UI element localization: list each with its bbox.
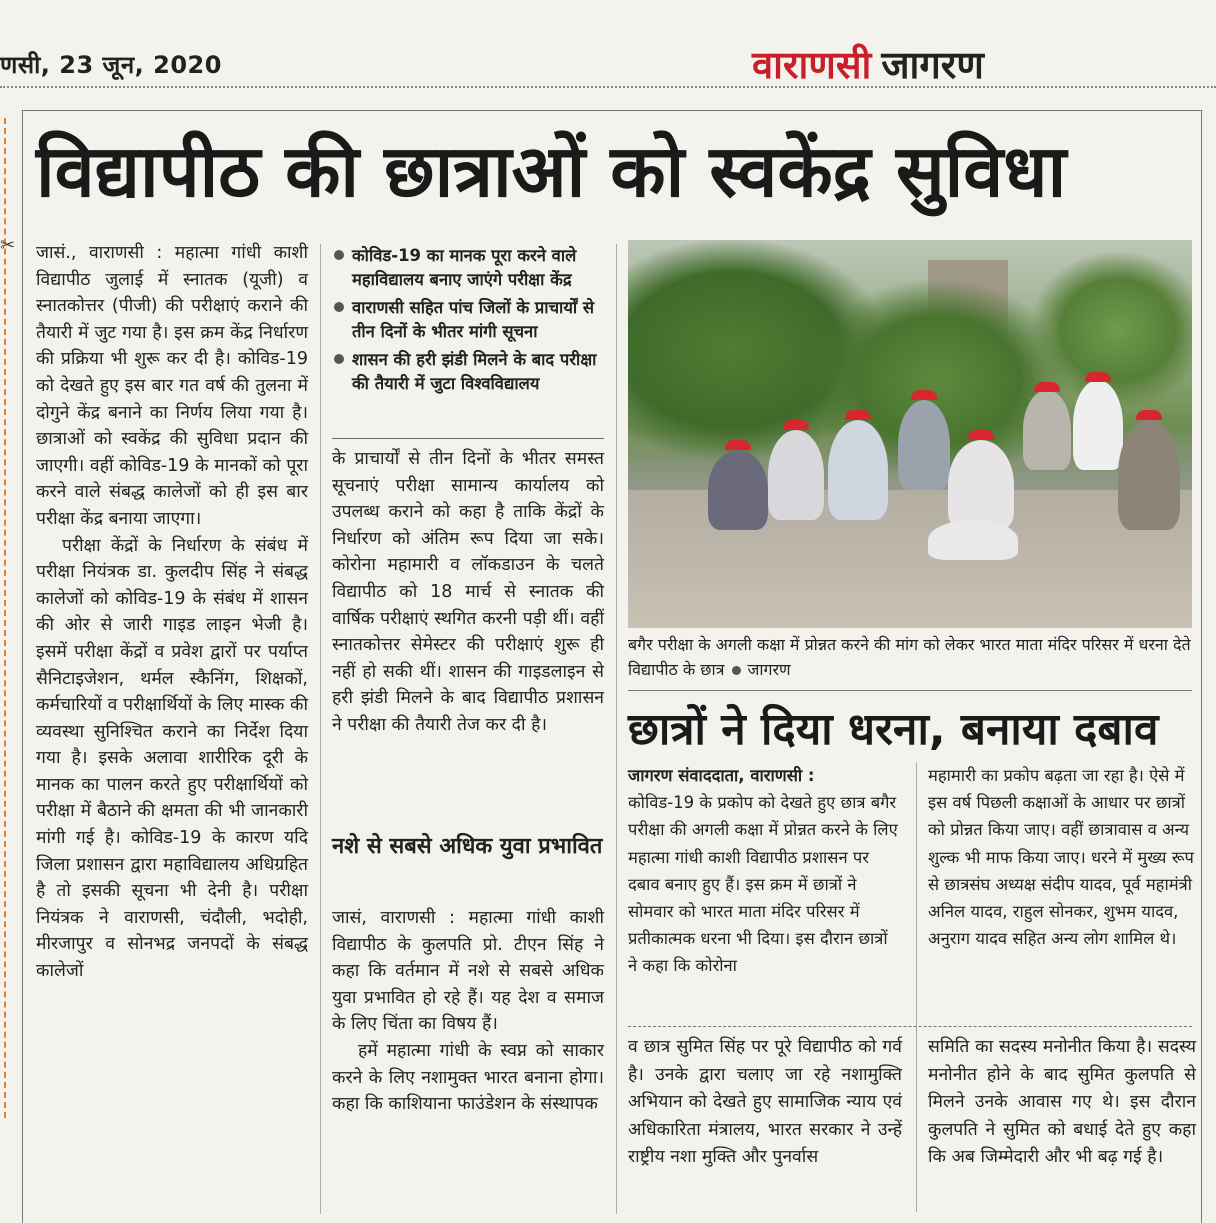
- main-story-paragraph-2: परीक्षा केंद्रों के निर्धारण के संबंध में परीक्षा नियंत्रक डा. कुलदीप सिंह ने संबद्ध कालेजों को कोविड-19 के संबंध में शासन की ओर से जारी गाइड लाइन भेजी है। इसमें परीक्षा केंद्रों व प्रवेश द्वारों पर पर्याप्त सैनिटाइजेशन, थर्मल स्कैनिंग, शिक्षकों, कर्मचारियों व परीक्षार्थियों के लिए मास्क की व्यवस्था सुनिश्चित कराने का निर्देश दिया गया है। इसके अलावा शारीरिक दूरी के मानक का पालन करते हुए परीक्षार्थियों को परीक्षा में बैठाने की क्षमता की भी जानकारी मांगी गई है। कोविड-19 के कारण यदि जिला प्रशासन द्वारा महाविद्यालय अधिग्रहित है तो इसकी सूचना भी देनी है। परीक्षा नियंत्रक ने वाराणसी, चंदौली, भदोही, मीरजापुर व सोनभद्र जनपदों के संबद्ध कालेजों: [36, 535, 308, 982]
- photo-person: [708, 450, 768, 530]
- bullet-icon: [334, 354, 344, 364]
- third-story-headline: छात्रों ने दिया धरना, बनाया दबाव: [628, 704, 1159, 755]
- cut-line: [4, 118, 6, 1118]
- column-divider: [916, 762, 917, 1212]
- masthead: [752, 38, 984, 90]
- scissors-icon: ✂: [0, 235, 16, 256]
- third-story-byline: जागरण संवाददाता, वाराणसी :: [628, 766, 815, 785]
- story-divider: [628, 1026, 1192, 1027]
- photo-caption: [628, 632, 1192, 682]
- highlight-item: वाराणसी सहित पांच जिलों के प्राचार्यों से तीन दिनों के भीतर मांगी सूचना: [332, 296, 604, 344]
- second-story-paragraph-2: हमें महात्मा गांधी के स्वप्न को साकार करने के लिए नशामुक्त भारत बनाना होगा। कहा कि काशियाना फाउंडेशन के संस्थापक: [332, 1040, 604, 1115]
- main-story-column-2: [332, 446, 604, 739]
- red-cap: [845, 410, 871, 420]
- column-divider: [616, 244, 617, 1214]
- second-story-continuation-1: व छात्र सुमित सिंह पर पूरे विद्यापीठ को गर्व है। उनके द्वारा चलाए जा रहे नशामुक्ति अभियान को देखते हुए सामाजिक न्याय एवं अधिकारिता मंत्रालय, भारत सरकार ने उन्हें राष्ट्रीय नशा मुक्ति और पुनर्वास: [628, 1037, 902, 1168]
- second-story-continuation-2: समिति का सदस्य मनोनीत किया है। सदस्य मनोनीत होने के बाद सुमित कुलपति से मिलने उनके आवास गए थे। इस दौरान कुलपति ने सुमित को बधाई देते हुए कहा कि अब जिम्मेदारी और भी बढ़ गई है।: [928, 1037, 1196, 1168]
- bullet-icon: [334, 302, 344, 312]
- red-cap: [1034, 382, 1060, 392]
- photo-credit: जागरण: [747, 660, 791, 679]
- dateline: णसी, 23 जून, 2020: [0, 51, 222, 79]
- second-story-headline: नशे से सबसे अधिक युवा प्रभावित: [332, 834, 603, 859]
- highlights-box: [332, 244, 604, 400]
- second-story-column: [332, 905, 604, 1118]
- highlight-item: कोविड-19 का मानक पूरा करने वाले महाविद्यालय बनाए जाएंगे परीक्षा केंद्र: [332, 244, 604, 292]
- main-story-paragraph-1: जासं., वाराणसी : महात्मा गांधी काशी विद्यापीठ जुलाई में स्नातक (यूजी) व स्नातकोत्तर (पीजी) की परीक्षाएं कराने की तैयारी में जुट गया है। इस क्रम केंद्र निर्धारण की प्रक्रिया भी शुरू कर दी है। कोविड-19 को देखते हुए इस बार गत वर्ष की तुलना में दोगुने केंद्र बनाने का निर्णय लिया गया है। छात्राओं को स्वकेंद्र की सुविधा प्रदान की जाएगी। वहीं कोविड-19 के मानकों को पूरा करने वाले संबद्ध कालेजों को ही इस बार परीक्षा केंद्र बनाया जाएगा।: [36, 243, 308, 529]
- column-divider: [320, 244, 321, 1214]
- protest-photo: [628, 240, 1192, 628]
- masthead-city: वाराणसी: [752, 43, 872, 87]
- red-cap: [1136, 410, 1162, 420]
- main-story-paragraph-3: के प्राचार्यों से तीन दिनों के भीतर समस्त सूचनाएं परीक्षा सामान्य कार्यालय को उपलब्ध कराने को कहा है ताकि केंद्रों के निर्धारण को अंतिम रूप दिया जा सके। कोरोना महामारी व लॉकडाउन के चलते विद्यापीठ को 18 मार्च से स्नातक की वार्षिक परीक्षाएं स्थगित करनी पड़ी थीं। वहीं स्नातकोत्तर सेमेस्टर की परीक्षाएं शुरू ही नहीं हो सकी थीं। शासन की गाइडलाइन से हरी झंडी मिलने के बाद विद्यापीठ प्रशासन ने परीक्षा की तैयारी तेज कर दी है।: [332, 449, 604, 735]
- photo-person: [1118, 420, 1180, 530]
- third-story-column-1: [628, 762, 902, 980]
- second-story-paragraph-1: जासं, वाराणसी : महात्मा गांधी काशी विद्यापीठ के कुलपति प्रो. टीएन सिंह ने कहा कि वर्तमान में नशे से सबसे अधिक युवा प्रभावित हो रहे हैं। यह देश व समाज के लिए चिंता का विषय हैं।: [332, 908, 604, 1035]
- photo-person: [828, 420, 888, 520]
- caption-rule: [628, 690, 1192, 691]
- masthead-brand: जागरण: [881, 43, 984, 87]
- red-cap: [725, 440, 751, 450]
- highlights-rule: [332, 438, 604, 439]
- photo-person: [898, 400, 950, 490]
- third-story-column-2: [928, 762, 1202, 952]
- photo-person: [948, 440, 1014, 530]
- red-cap: [968, 430, 994, 440]
- red-cap: [911, 390, 937, 400]
- top-rule: [0, 86, 1216, 88]
- red-cap: [1085, 372, 1111, 382]
- photo-placard: [928, 520, 1018, 560]
- bullet-icon: [732, 666, 741, 675]
- photo-person: [768, 430, 824, 520]
- main-headline: विद्यापीठ की छात्राओं को स्वकेंद्र सुविधा: [36, 129, 1067, 213]
- bullet-icon: [334, 250, 344, 260]
- red-cap: [783, 420, 809, 430]
- third-story-text-2: महामारी का प्रकोप बढ़ता जा रहा है। ऐसे में इस वर्ष पिछली कक्षाओं के आधार पर छात्रों को प्रोन्नत किया जाए। वहीं छात्रावास व अन्य शुल्क भी माफ किया जाए। धरने में मुख्य रूप से छात्रसंघ अध्यक्ष संदीप यादव, पूर्व महामंत्री अनिल यादव, राहुल सोनकर, शुभम यादव, अनुराग यादव सहित अन्य लोग शामिल थे।: [928, 766, 1194, 949]
- photo-caption-text: बगैर परीक्षा के अगली कक्षा में प्रोन्नत करने की मांग को लेकर भारत माता मंदिर परिसर में धरना देते विद्यापीठ के छात्र: [628, 635, 1191, 679]
- third-story-text-1: कोविड-19 के प्रकोप को देखते हुए छात्र बगैर परीक्षा की अगली कक्षा में प्रोन्नत करने के लिए महात्मा गांधी काशी विद्यापीठ प्रशासन पर दबाव बनाए हुए हैं। इस क्रम में छात्रों ने सोमवार को भारत माता मंदिर परिसर में प्रतीकात्मक धरना भी दिया। इस दौरान छात्रों ने कहा कि कोरोना: [628, 793, 898, 976]
- main-story-column-1: [36, 240, 308, 985]
- photo-person: [1023, 390, 1071, 470]
- highlight-item: शासन की हरी झंडी मिलने के बाद परीक्षा की तैयारी में जुटा विश्वविद्यालय: [332, 348, 604, 396]
- photo-person: [1073, 380, 1123, 470]
